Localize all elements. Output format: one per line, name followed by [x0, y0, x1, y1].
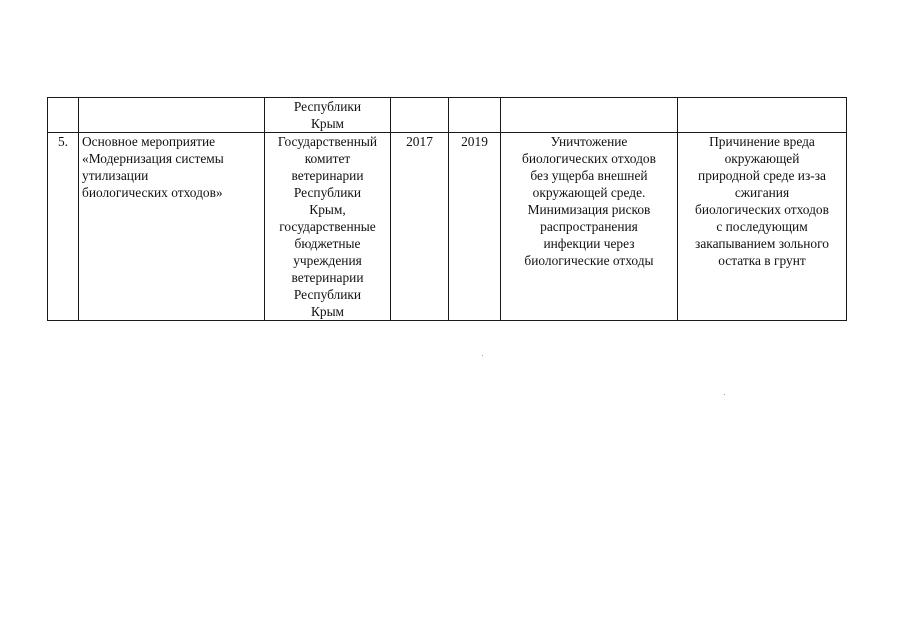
cell-consequence [678, 98, 847, 133]
program-measures-table [47, 97, 847, 321]
table-row-5 [48, 133, 847, 321]
cell-executor: Республики Крым [265, 98, 391, 133]
cell-consequence: Причинение вреда окружающей природной среде из-за сжигания биологических отходов с последующим закапыванием зольного остатка в грунт [678, 133, 847, 321]
cell-number: 5. [48, 133, 79, 321]
cell-expected-result: Уничтожение биологических отходов без ущерба внешней окружающей среде. Минимизация рисков распространения инфекции через биологические отходы [501, 133, 678, 321]
cell-expected-result [501, 98, 678, 133]
cell-end-year: 2019 [449, 133, 501, 321]
table-row-continuation [48, 98, 847, 133]
cell-executor: Государственный комитет ветеринарии Республики Крым, государственные бюджетные учреждения ветеринарии Республики Крым [265, 133, 391, 321]
cell-measure-name: Основное мероприятие «Модернизация системы утилизации биологических отходов» [79, 133, 265, 321]
scan-speck [482, 355, 483, 356]
cell-number [48, 98, 79, 133]
scan-speck [724, 394, 725, 395]
cell-start-year [391, 98, 449, 133]
cell-start-year: 2017 [391, 133, 449, 321]
cell-end-year [449, 98, 501, 133]
cell-measure-name [79, 98, 265, 133]
